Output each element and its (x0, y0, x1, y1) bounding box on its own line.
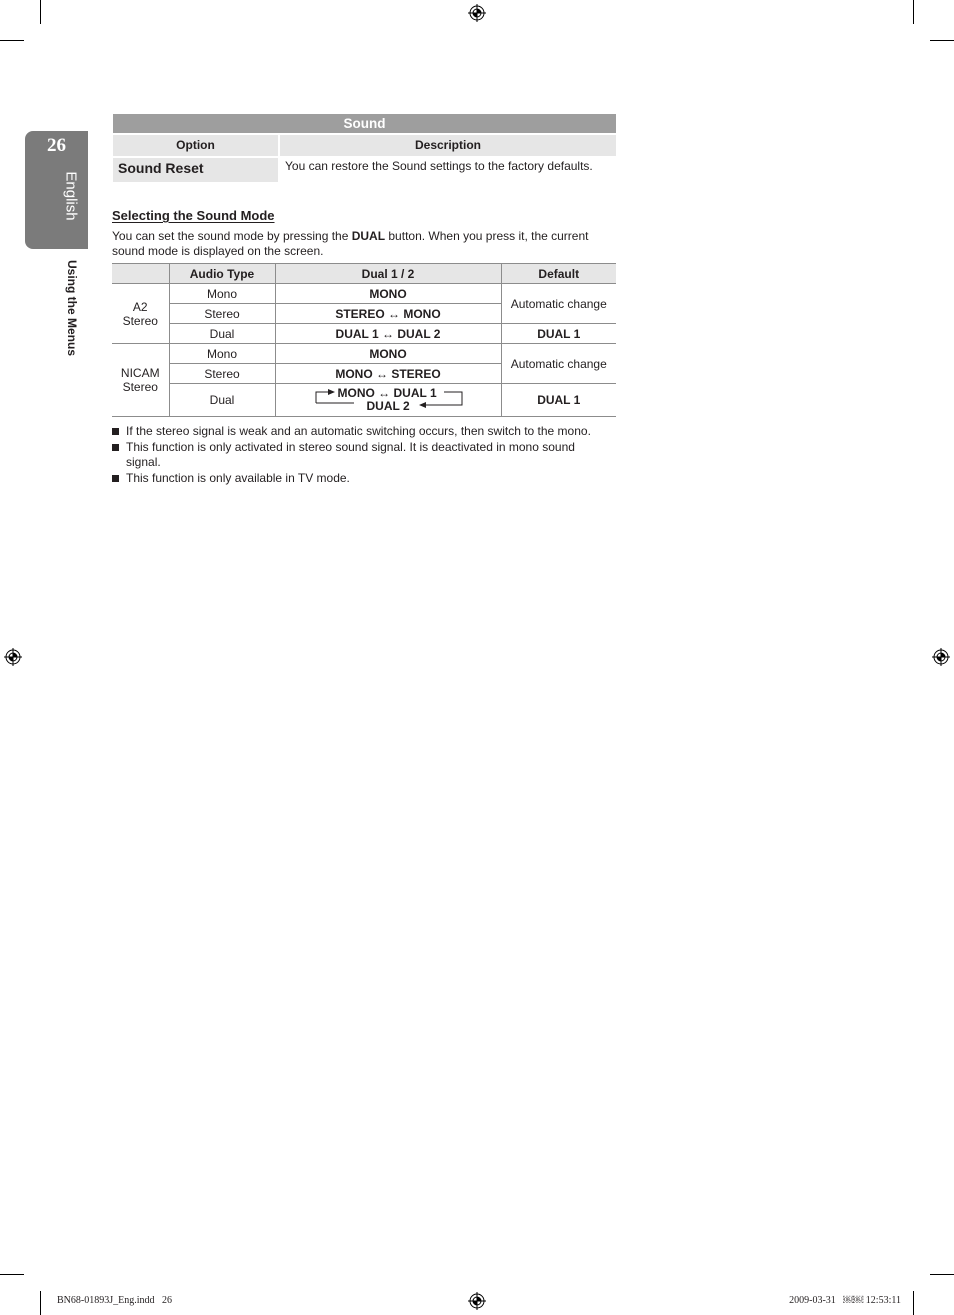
default-cell: Automatic change (501, 344, 616, 384)
bullet-square-icon (112, 444, 119, 451)
dual-cell: STEREO ↔ MONO (275, 304, 501, 324)
option-column-header: Option (113, 135, 278, 156)
audio-type-header: Audio Type (169, 264, 275, 284)
section-label: Using the Menus (65, 259, 79, 357)
sound-table-title: Sound (113, 114, 616, 133)
audio-type-cell: Stereo (169, 304, 275, 324)
default-header: Default (501, 264, 616, 284)
dual-header: Dual 1 / 2 (275, 264, 501, 284)
notes-list (112, 424, 612, 487)
description-column-header: Description (280, 135, 616, 156)
crop-mark (930, 40, 954, 41)
list-item (112, 424, 612, 439)
table-row (112, 384, 616, 417)
footer-filename: BN68-01893J_Eng.indd 26 (57, 1295, 172, 1306)
table-row (112, 324, 616, 344)
crop-mark (40, 0, 41, 24)
group-label: A2 (132, 299, 148, 314)
table-row (113, 158, 616, 182)
group-label: NICAM (120, 366, 160, 380)
audio-type-cell: Dual (169, 324, 275, 344)
crop-mark (40, 1291, 41, 1315)
sound-reset-description: You can restore the Sound settings to the factory defaults. (285, 159, 593, 173)
table-row (112, 344, 616, 364)
dual-cell: MONO (275, 284, 501, 304)
page-number: 26 (47, 135, 66, 156)
registration-mark-icon (468, 4, 486, 22)
nicam-stereo-group (112, 344, 169, 417)
registration-mark-icon (4, 648, 22, 666)
audio-type-cell: Mono (169, 284, 275, 304)
section-heading: Selecting the Sound Mode (112, 208, 275, 223)
blank-header (112, 264, 169, 284)
dual-cell: DUAL 1 ↔ DUAL 2 (275, 324, 501, 344)
table-row (112, 284, 616, 304)
registration-mark-icon (468, 1292, 486, 1310)
audio-type-cell: Dual (169, 384, 275, 417)
footer-timestamp: 2009-03-31 ￼￼ 12:53:11 (789, 1295, 901, 1306)
dual-cell: MONO ↔ STEREO (275, 364, 501, 384)
crop-mark (0, 40, 24, 41)
group-label: Stereo (122, 313, 158, 328)
bullet-square-icon (112, 428, 119, 435)
note-text: This function is only available in TV mode. (126, 471, 350, 485)
dual-cycle-cell (275, 384, 501, 417)
dual-button-name: DUAL (351, 229, 386, 243)
sound-table-header (113, 135, 616, 156)
sound-reset-option: Sound Reset (113, 158, 278, 182)
list-item (112, 440, 612, 470)
crop-mark (0, 1274, 24, 1275)
group-label: Stereo (122, 380, 158, 394)
language-label: English (62, 171, 80, 221)
bullet-square-icon (112, 475, 119, 482)
sound-options-table (113, 114, 616, 182)
table-header-row (112, 264, 616, 284)
list-item (112, 471, 612, 486)
dual-cell: MONO (275, 344, 501, 364)
intro-text-before: You can set the sound mode by pressing the (112, 229, 352, 243)
dual-cycle-line1: MONO ↔ DUAL 1 (337, 386, 437, 400)
registration-mark-icon (932, 648, 950, 666)
intro-text-after: button. When you press it, the current sound mode is displayed on the screen. (112, 229, 589, 258)
crop-mark (913, 1291, 914, 1315)
default-cell: Automatic change (501, 284, 616, 324)
note-text: If the stereo signal is weak and an automatic switching occurs, then switch to the mono. (126, 424, 591, 438)
intro-paragraph (112, 229, 612, 259)
dual-cycle-line2: DUAL 2 (366, 399, 410, 413)
default-cell: DUAL 1 (501, 384, 616, 417)
crop-mark (930, 1274, 954, 1275)
audio-type-cell: Stereo (169, 364, 275, 384)
default-cell: DUAL 1 (501, 324, 616, 344)
audio-type-cell: Mono (169, 344, 275, 364)
sound-mode-table (112, 263, 616, 417)
note-text: This function is only activated in stereo sound signal. It is deactivated in mono sound signal. (126, 440, 575, 469)
a2-stereo-group (112, 284, 169, 344)
crop-mark (913, 0, 914, 24)
